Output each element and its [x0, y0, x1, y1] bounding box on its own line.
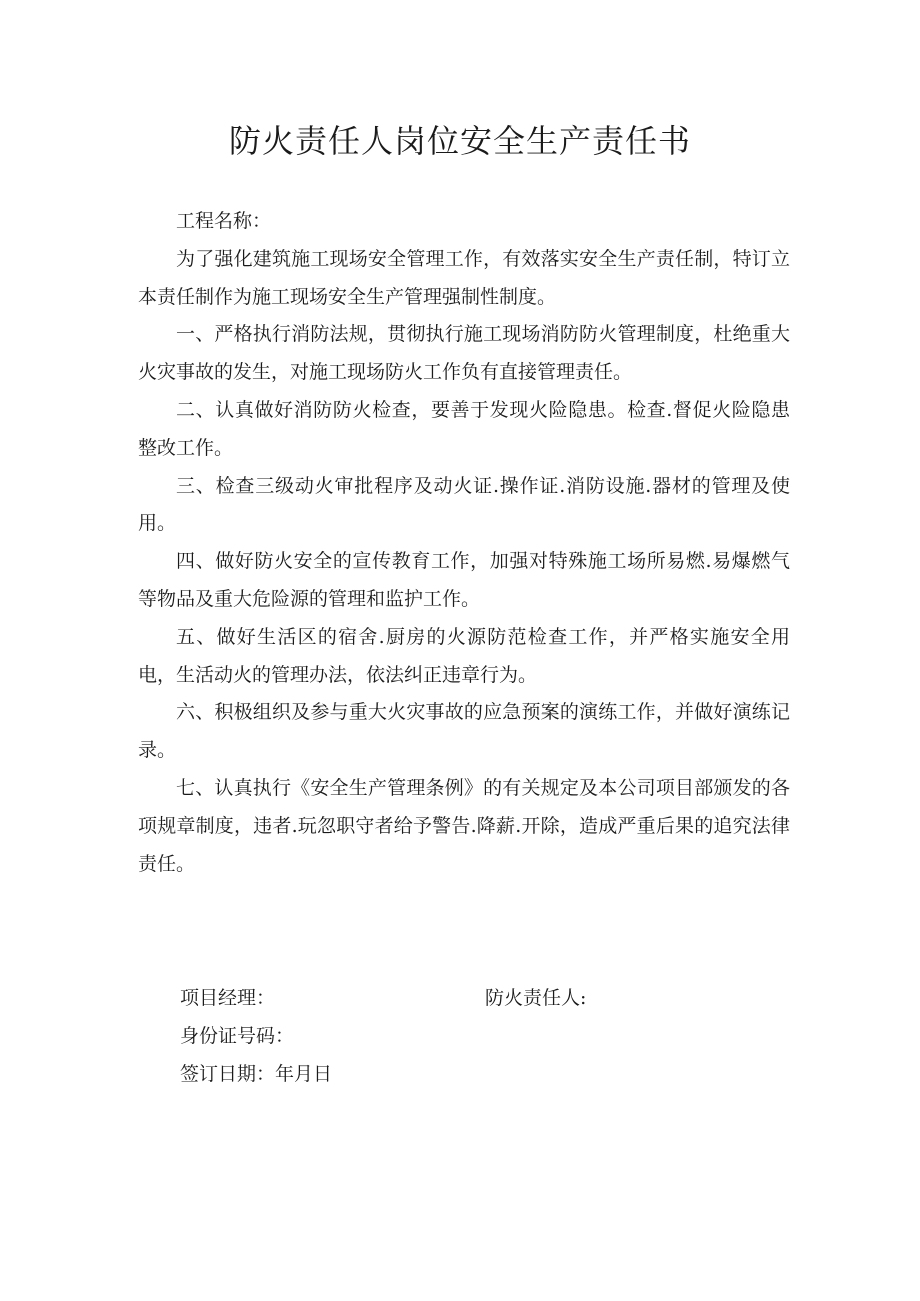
- document-title: 防火责任人岗位安全生产责任书: [228, 122, 691, 160]
- paragraph-item-6: 六、积极组织及参与重大火灾事故的应急预案的演练工作，并做好演练记录。: [138, 701, 790, 762]
- signature-block: [180, 980, 780, 1093]
- project-name-label: 工程名称：: [176, 210, 272, 232]
- paragraph-intro: 为了强化建筑施工现场安全管理工作，有效落实安全生产责任制，特订立本责任制作为施工现场安全生产管理强制性制度。: [138, 247, 790, 308]
- signature-row-managers: [180, 980, 780, 1018]
- paragraph-item-5: 五、做好生活区的宿舍.厨房的火源防范检查工作，并严格实施安全用电，生活动火的管理办法，依法纠正违章行为。: [138, 625, 790, 686]
- paragraph-item-4: 四、做好防火安全的宣传教育工作，加强对特殊施工场所易燃.易爆燃气等物品及重大危险源的管理和监护工作。: [138, 550, 790, 610]
- project-manager-label: 项目经理：: [180, 987, 276, 1009]
- paragraph-item-7: 七、认真执行《安全生产管理条例》的有关规定及本公司项目部颁发的各项规章制度，违者.玩忽职守者给予警告.降薪.开除，造成严重后果的追究法律责任。: [138, 776, 790, 875]
- document-body: [138, 203, 790, 883]
- paragraph-item-2: 二、认真做好消防防火检查，要善于发现火险隐患。检查.督促火险隐患整改工作。: [138, 398, 790, 459]
- id-number-label: 身份证号码：: [180, 1024, 295, 1047]
- sign-date-label: 签订日期：年月日: [180, 1062, 333, 1085]
- signature-row-id: [180, 1018, 780, 1056]
- paragraph-item-1: 一、严格执行消防法规，贯彻执行施工现场消防防火管理制度，杜绝重大火灾事故的发生，对施工现场防火工作负有直接管理责任。: [138, 323, 790, 384]
- signature-row-date: [180, 1056, 780, 1094]
- paragraph-item-3: 三、检查三级动火审批程序及动火证.操作证.消防设施.器材的管理及使用。: [138, 474, 790, 535]
- fire-officer-label: 防火责任人:: [485, 987, 587, 1009]
